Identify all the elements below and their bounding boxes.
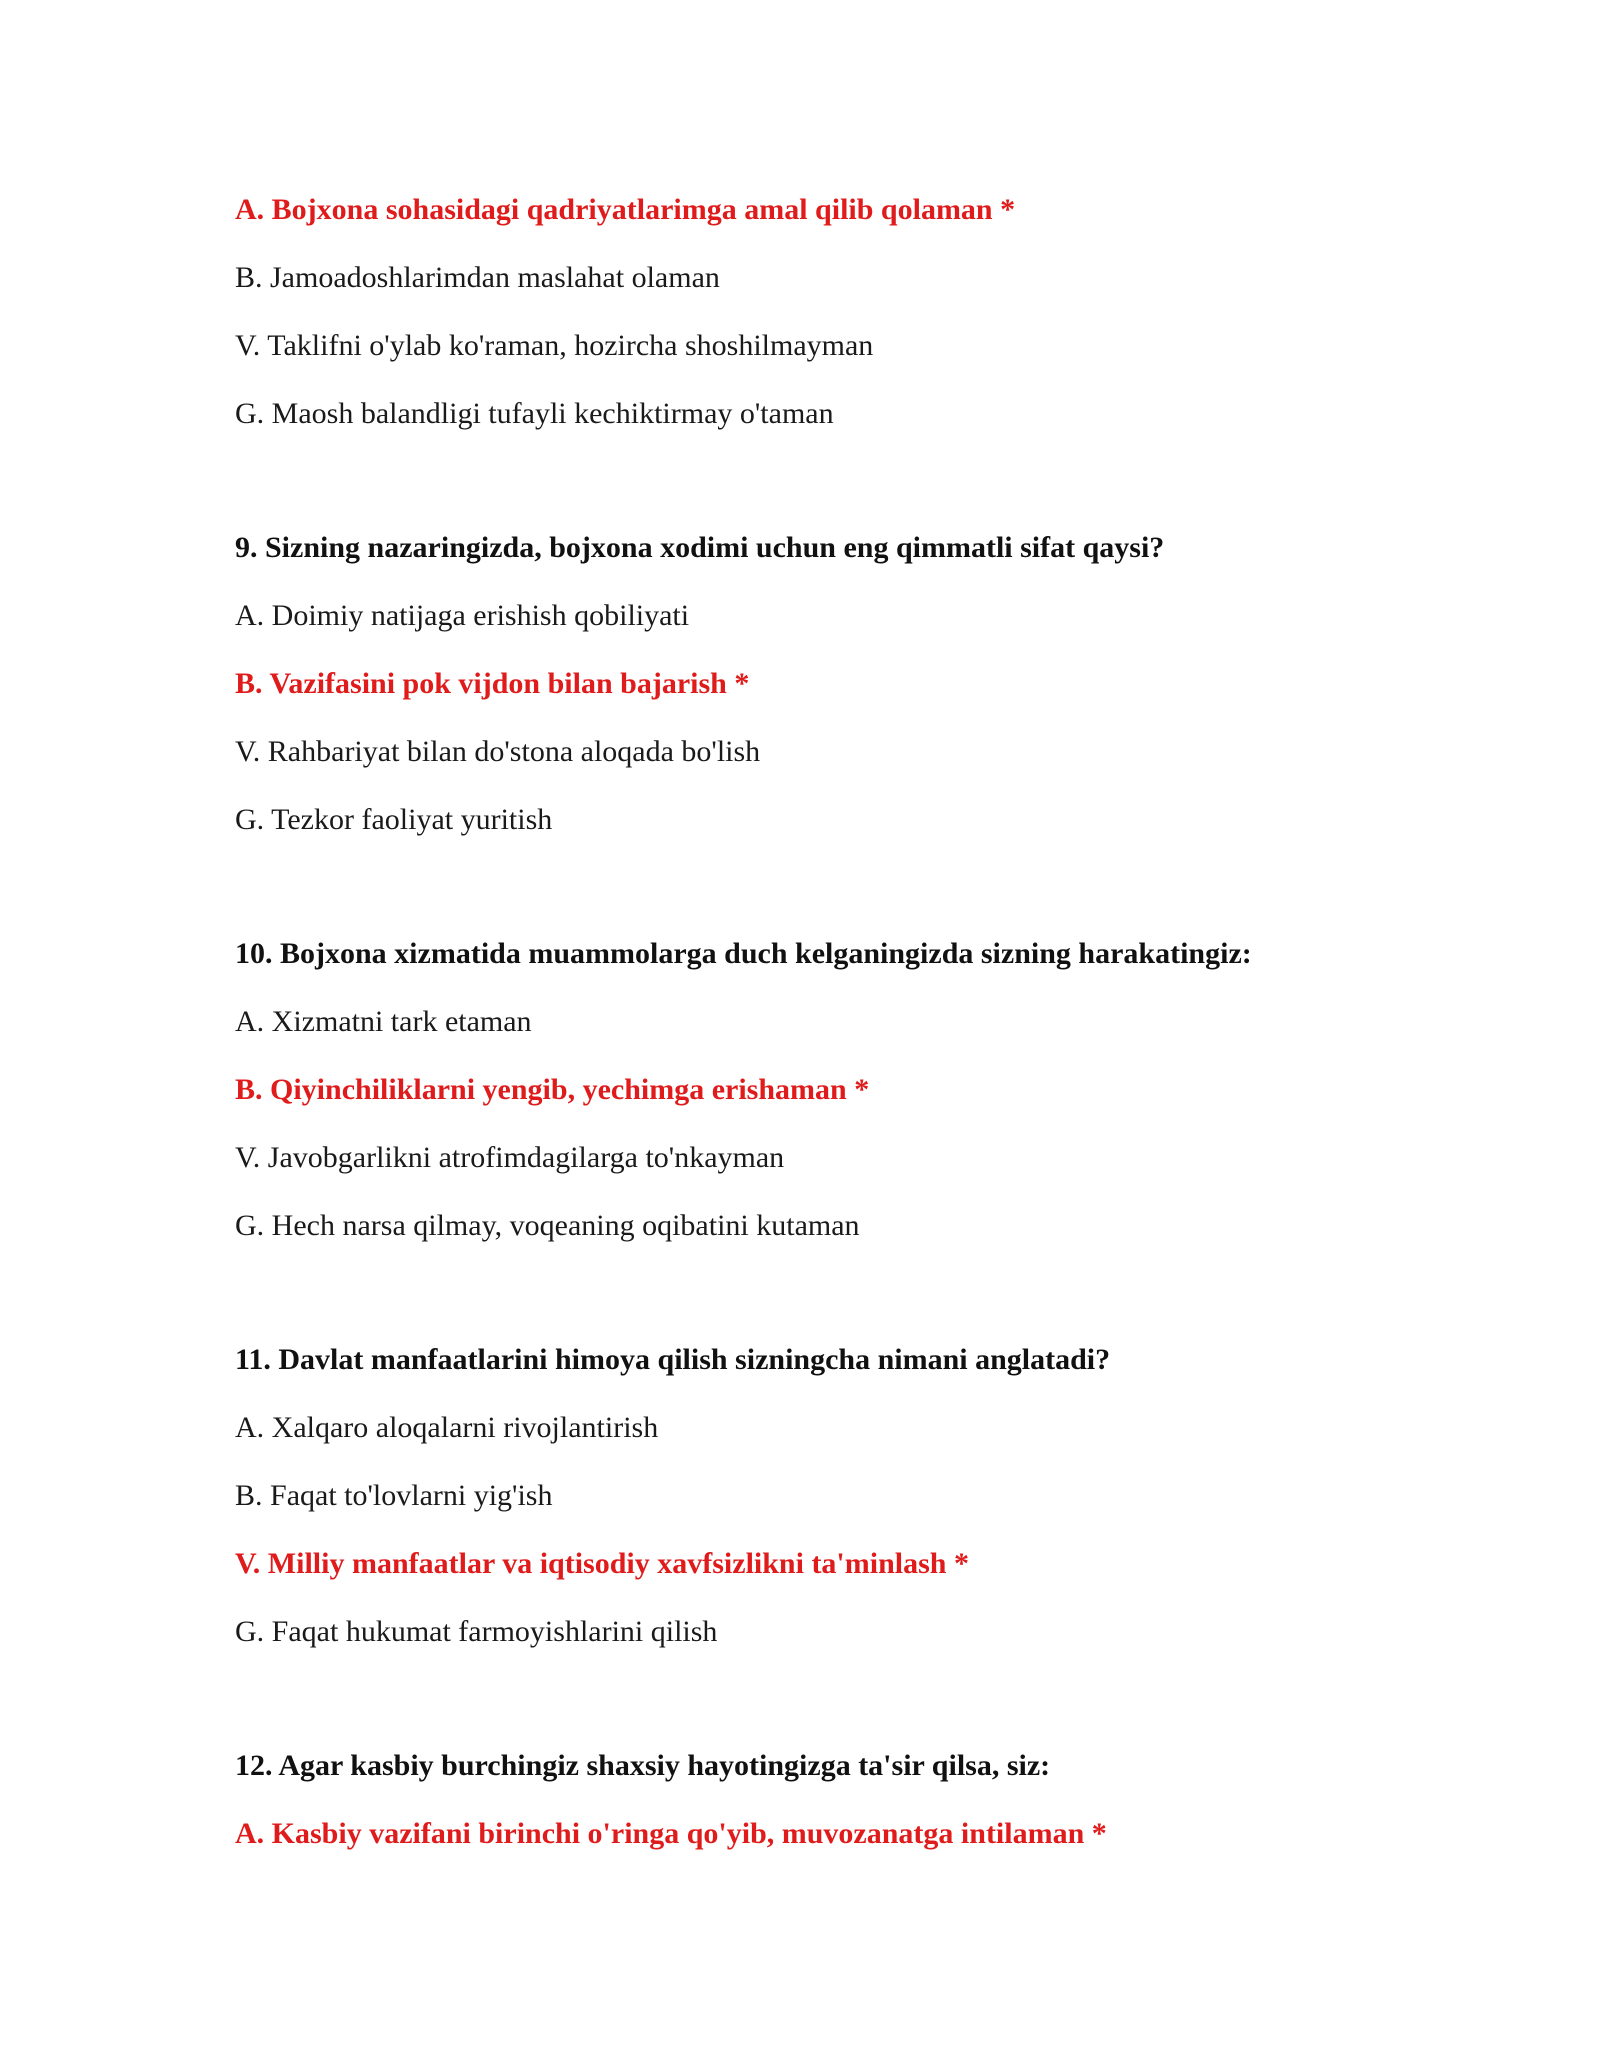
question-block bbox=[235, 920, 1485, 1260]
answer-option-correct: A. Bojxona sohasidagi qadriyatlarimga amal qilib qolaman * bbox=[235, 193, 1016, 226]
spacer bbox=[235, 1666, 1485, 1732]
question-title: 11. Davlat manfaatlarini himoya qilish sizningcha nimani anglatadi? bbox=[235, 1343, 1111, 1376]
answer-option-correct: V. Milliy manfaatlar va iqtisodiy xavfsizlikni ta'minlash * bbox=[235, 1547, 969, 1580]
answer-option: V. Javobgarlikni atrofimdagilarga to'nkayman bbox=[235, 1141, 785, 1174]
answer-option: A. Xalqaro aloqalarni rivojlantirish bbox=[235, 1411, 659, 1444]
spacer bbox=[235, 1260, 1485, 1326]
question-title: 9. Sizning nazaringizda, bojxona xodimi uchun eng qimmatli sifat qaysi? bbox=[235, 531, 1165, 564]
continued-options bbox=[235, 176, 1485, 448]
question-title: 12. Agar kasbiy burchingiz shaxsiy hayotingizga ta'sir qilsa, siz: bbox=[235, 1749, 1051, 1782]
answer-option: G. Maosh balandligi tufayli kechiktirmay o'taman bbox=[235, 397, 834, 430]
question-title: 10. Bojxona xizmatida muammolarga duch kelganingizda sizning harakatingiz: bbox=[235, 937, 1252, 970]
question-block bbox=[235, 514, 1485, 854]
answer-option: G. Hech narsa qilmay, voqeaning oqibatini kutaman bbox=[235, 1209, 860, 1242]
spacer bbox=[235, 854, 1485, 920]
answer-option: V. Taklifni o'ylab ko'raman, hozircha shoshilmayman bbox=[235, 329, 874, 362]
answer-option-correct: B. Vazifasini pok vijdon bilan bajarish * bbox=[235, 667, 750, 700]
question-block bbox=[235, 1326, 1485, 1666]
spacer bbox=[235, 448, 1485, 514]
answer-option-correct: B. Qiyinchiliklarni yengib, yechimga erishaman * bbox=[235, 1073, 870, 1106]
question-block bbox=[235, 1732, 1485, 1868]
answer-option: A. Xizmatni tark etaman bbox=[235, 1005, 532, 1038]
answer-option: B. Jamoadoshlarimdan maslahat olaman bbox=[235, 261, 720, 294]
answer-option: B. Faqat to'lovlarni yig'ish bbox=[235, 1479, 553, 1512]
answer-option: A. Doimiy natijaga erishish qobiliyati bbox=[235, 599, 690, 632]
answer-option: V. Rahbariyat bilan do'stona aloqada bo'lish bbox=[235, 735, 761, 768]
answer-option-correct: A. Kasbiy vazifani birinchi o'ringa qo'yib, muvozanatga intilaman * bbox=[235, 1817, 1107, 1850]
answer-option: G. Tezkor faoliyat yuritish bbox=[235, 803, 553, 836]
answer-option: G. Faqat hukumat farmoyishlarini qilish bbox=[235, 1615, 718, 1648]
document-page bbox=[235, 176, 1485, 1868]
